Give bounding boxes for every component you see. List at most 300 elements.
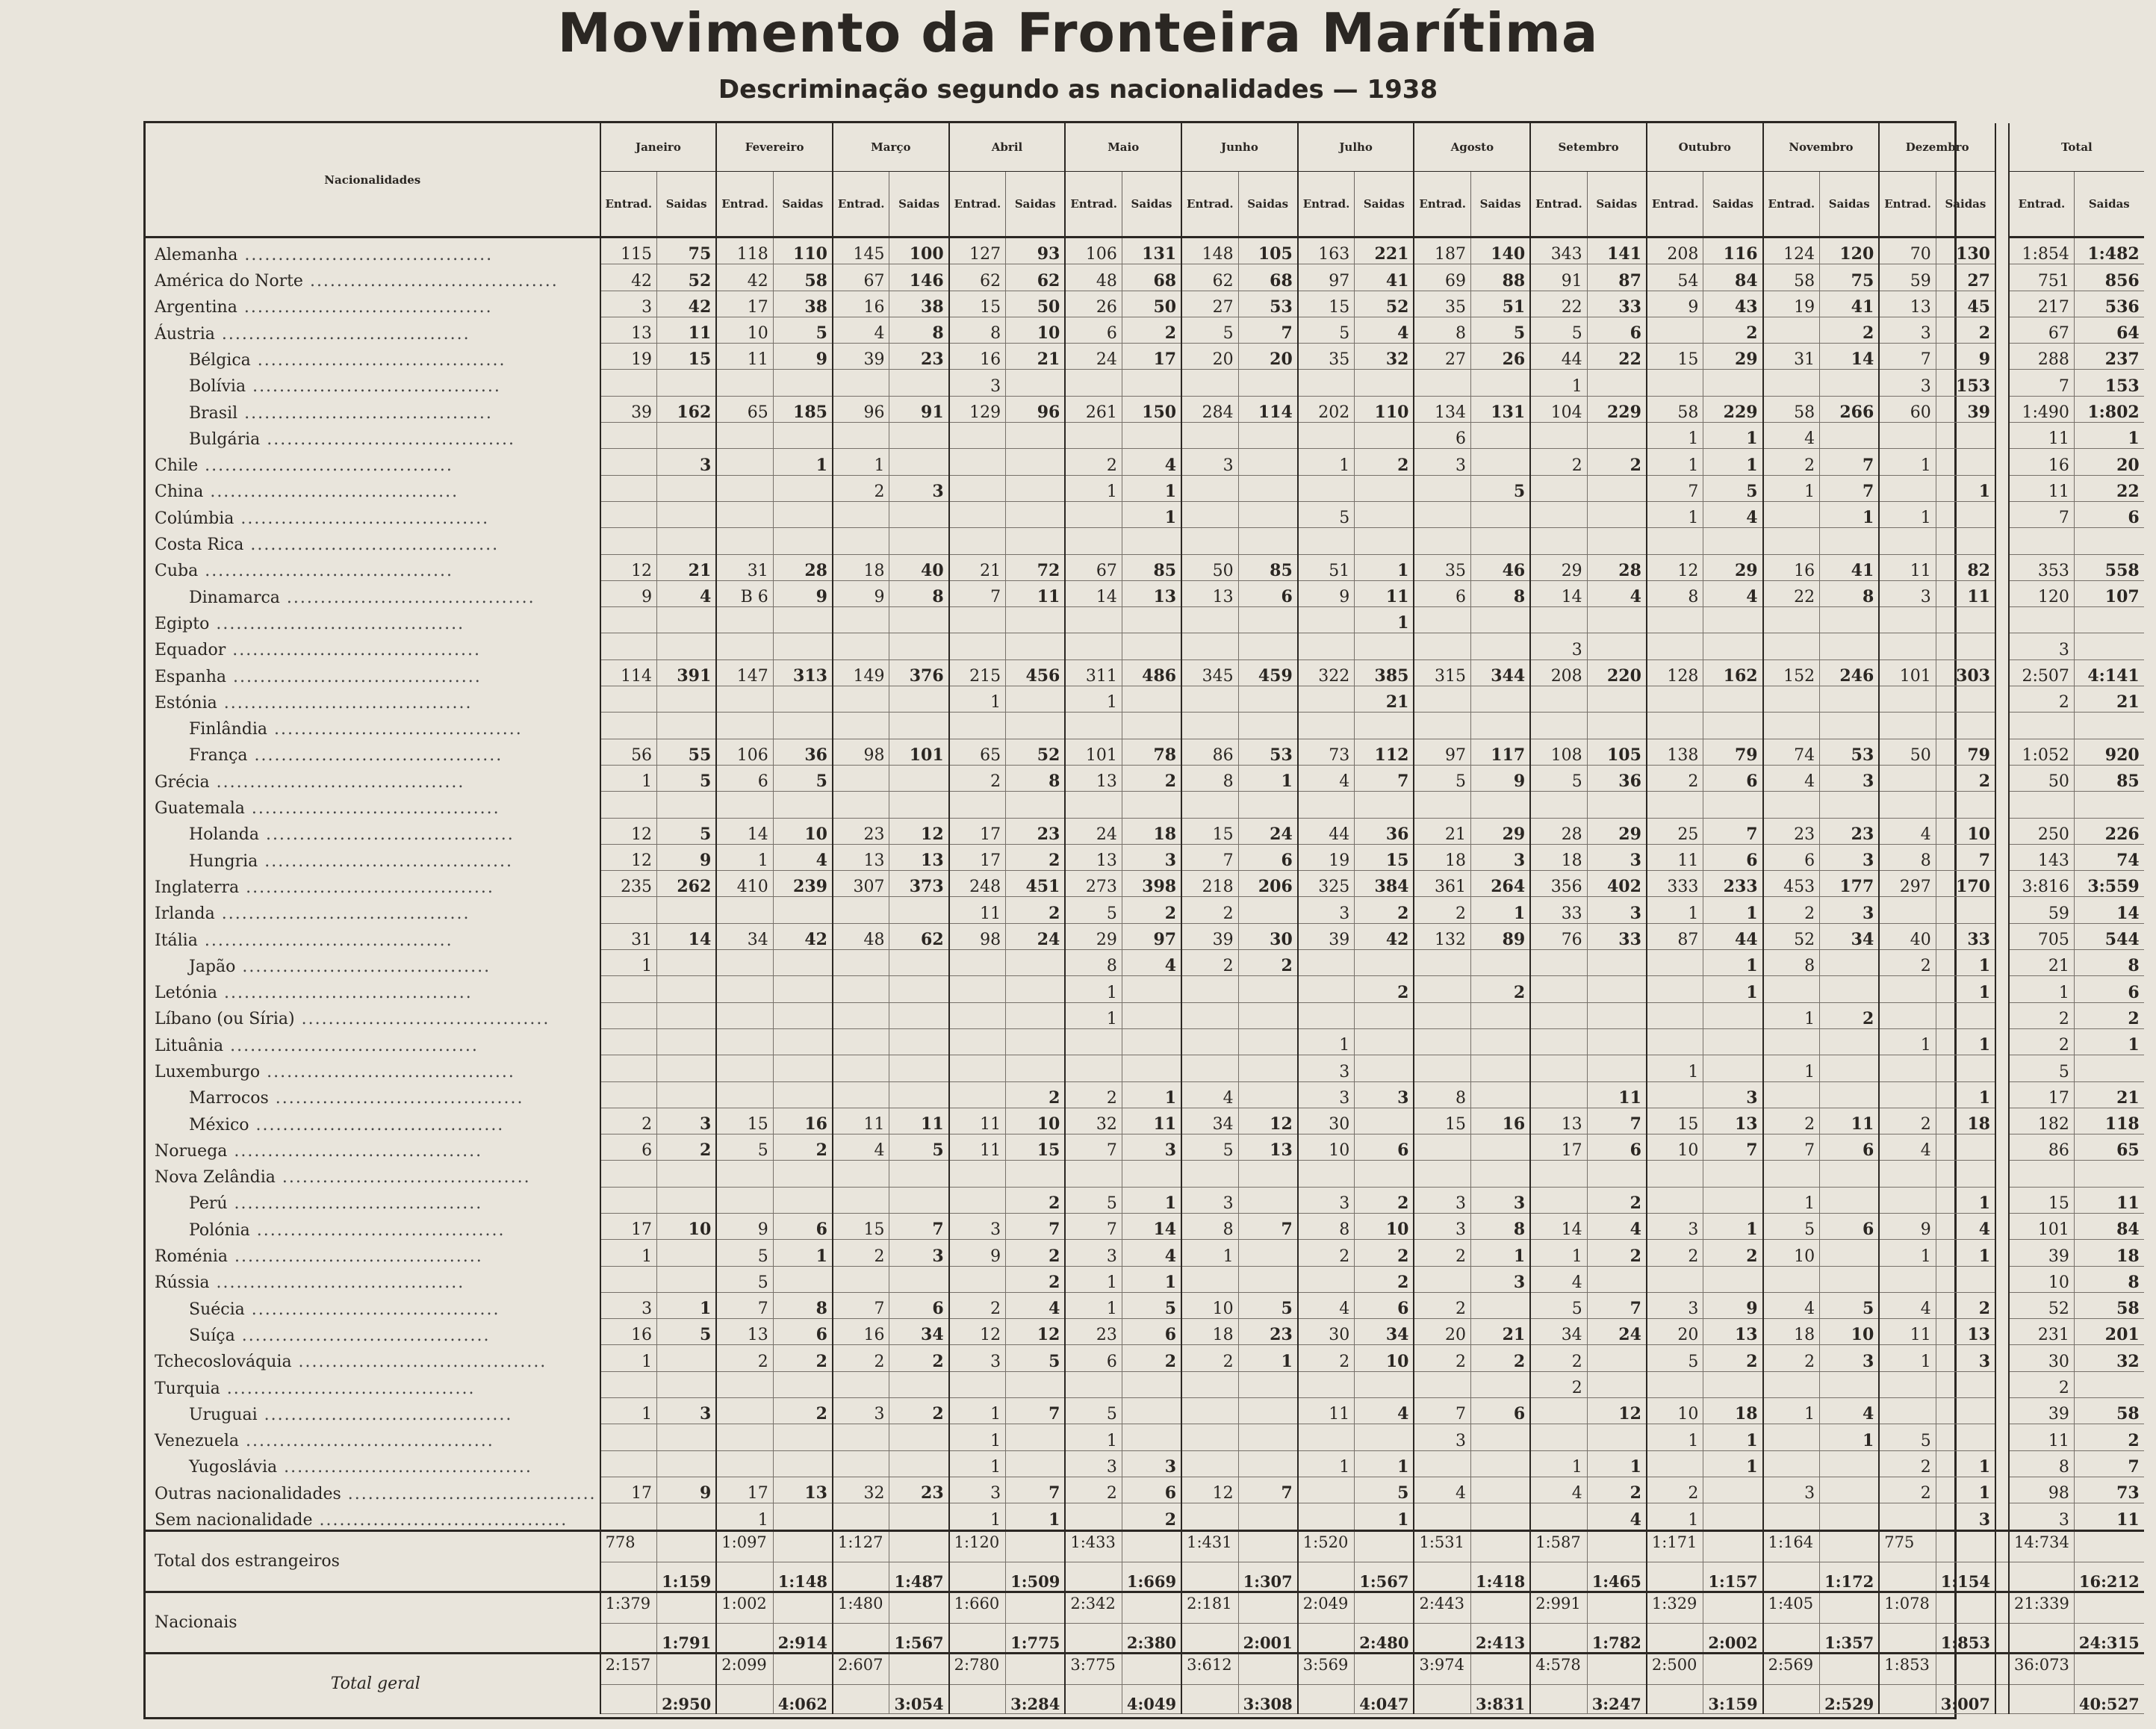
entries-cell: 25	[1647, 818, 1703, 844]
entries-cell	[1647, 528, 1703, 554]
entries-cell: 5	[1298, 317, 1355, 343]
entries-cell	[949, 1028, 1006, 1055]
exits-cell	[1355, 1028, 1414, 1055]
exits-cell	[1470, 370, 1530, 396]
entries-cell	[1763, 607, 1820, 633]
nationality-label: Yugoslávia	[189, 1458, 278, 1477]
gap-cell	[1995, 1108, 2009, 1134]
exits-cell: 3	[1122, 1134, 1181, 1161]
gap-cell	[1995, 1161, 2009, 1187]
gap-cell	[1995, 923, 2009, 949]
exits-cell: 27	[1936, 264, 1995, 291]
entries-cell: 128	[1647, 659, 1703, 686]
entries-cell	[1530, 1424, 1587, 1450]
exits-cell: 1	[773, 1240, 833, 1266]
nationality-name	[146, 1319, 600, 1345]
exits-cell	[1703, 1503, 1763, 1530]
exits-cell	[1355, 1055, 1414, 1081]
entries-cell: 106	[716, 739, 773, 765]
leader-dots: .....................................	[214, 324, 470, 344]
nationality-name	[146, 976, 600, 1002]
entries-cell: 3	[1181, 1187, 1238, 1213]
nationality-label: Outras nacionalidades	[155, 1484, 341, 1503]
exits-cell	[1355, 370, 1414, 396]
summary-exits-cell: 4:049	[1122, 1684, 1181, 1713]
exits-cell	[1820, 370, 1880, 396]
entries-cell: 11	[949, 1134, 1006, 1161]
entries-cell: 7	[1763, 1134, 1820, 1161]
exits-cell	[1122, 976, 1181, 1002]
exits-cell	[1006, 501, 1066, 527]
entries-cell	[1763, 1503, 1820, 1530]
entries-cell: 6	[1414, 423, 1470, 449]
entries-cell: 3	[1298, 1187, 1355, 1213]
summary-empty-cell	[1936, 1592, 1995, 1623]
exits-cell: 85	[1122, 554, 1181, 580]
entries-cell: 2	[1065, 1477, 1122, 1503]
total-entries-cell: 2	[2009, 1002, 2074, 1028]
summary-exits-cell: 2:529	[1820, 1684, 1880, 1713]
exits-cell: 43	[1703, 291, 1763, 317]
entries-cell	[1879, 1081, 1936, 1108]
nationality-name	[146, 449, 600, 475]
exits-cell: 10	[1006, 317, 1066, 343]
summary-empty-cell	[1238, 1592, 1298, 1623]
total-exits-cell: 1	[2074, 423, 2143, 449]
exits-cell	[1470, 713, 1530, 739]
exits-cell: 1	[1703, 897, 1763, 923]
entries-cell	[600, 792, 657, 818]
nationality-name	[146, 528, 600, 554]
exits-cell: 6	[1122, 1319, 1181, 1345]
entries-cell: 2	[1879, 950, 1936, 976]
entries-cell: 13	[1879, 291, 1936, 317]
exits-cell: 1	[1703, 1450, 1763, 1477]
exits-cell: 9	[657, 1477, 717, 1503]
exits-cell: 1	[1122, 1187, 1181, 1213]
exits-cell: 1	[1936, 1477, 1995, 1503]
entries-cell	[1298, 633, 1355, 659]
summary-entries-cell: 1:660	[949, 1592, 1006, 1623]
exits-cell	[657, 1450, 717, 1477]
exits-cell: 34	[1355, 1319, 1414, 1345]
entries-cell: 5	[1065, 897, 1122, 923]
entries-cell: 315	[1414, 659, 1470, 686]
exits-cell	[1587, 528, 1647, 554]
exits-cell: 13	[1122, 580, 1181, 606]
summary-exits-cell: 4:062	[773, 1684, 833, 1713]
entries-cell: 3	[600, 1292, 657, 1318]
total-exits-cell: 856	[2074, 264, 2143, 291]
entries-cell	[1647, 1450, 1703, 1477]
entries-cell	[1181, 370, 1238, 396]
leader-dots: .....................................	[246, 377, 501, 397]
entries-cell: 32	[1065, 1108, 1122, 1134]
nationality-label: China	[155, 482, 204, 502]
total-exits-cell: 21	[2074, 1081, 2143, 1108]
exits-cell	[1587, 1161, 1647, 1187]
gap-cell	[1995, 317, 2009, 343]
entries-cell	[1879, 528, 1936, 554]
exits-cell: 16	[773, 1108, 833, 1134]
summary-exits-cell: 1:357	[1820, 1623, 1880, 1653]
gap-cell	[1995, 528, 2009, 554]
exits-cell: 89	[1470, 923, 1530, 949]
nationality-label: Chile	[155, 456, 199, 476]
entries-cell	[1181, 792, 1238, 818]
summary-empty-cell	[773, 1530, 833, 1562]
entries-cell	[1298, 976, 1355, 1002]
entries-cell: 2	[1181, 950, 1238, 976]
entries-cell	[1647, 1081, 1703, 1108]
exits-cell	[657, 1345, 717, 1371]
entries-cell: 23	[833, 818, 889, 844]
exits-cell: 7	[1238, 1213, 1298, 1239]
entries-cell: 2	[1763, 1345, 1820, 1371]
table-row	[146, 1240, 2144, 1266]
entries-cell: 2	[1414, 1292, 1470, 1318]
exits-cell	[1936, 1398, 1995, 1424]
exits-cell	[1587, 950, 1647, 976]
nationality-name	[146, 1371, 600, 1397]
exits-cell: 2	[1703, 1345, 1763, 1371]
entries-cell: 5	[1298, 501, 1355, 527]
exits-cell	[889, 1187, 949, 1213]
leader-dots: .....................................	[228, 1247, 483, 1267]
entries-cell	[949, 423, 1006, 449]
leader-dots: .....................................	[234, 509, 490, 528]
entries-cell: 3	[949, 1213, 1006, 1239]
exits-cell	[889, 1161, 949, 1187]
total-entries-cell: 1	[2009, 976, 2074, 1002]
exits-cell: 82	[1936, 554, 1995, 580]
nationality-name	[146, 818, 600, 844]
total-exits-cell: 20	[2074, 449, 2143, 475]
nationality-label: Holanda	[189, 825, 259, 845]
entries-cell: 2	[1647, 1477, 1703, 1503]
exits-cell	[1470, 1450, 1530, 1477]
exits-cell	[1238, 475, 1298, 501]
entries-cell: 4	[833, 1134, 889, 1161]
exits-header: Saidas	[1587, 172, 1647, 238]
leader-dots: .....................................	[217, 693, 473, 713]
entries-cell: 11	[1298, 1398, 1355, 1424]
exits-cell: 114	[1238, 396, 1298, 422]
gap-cell	[1995, 792, 2009, 818]
exits-cell: 14	[657, 923, 717, 949]
entries-header: Entrad.	[600, 172, 657, 238]
gap-cell	[1995, 1477, 2009, 1503]
exits-cell	[1820, 1161, 1880, 1187]
entries-cell	[716, 528, 773, 554]
exits-cell: 1	[1238, 1345, 1298, 1371]
entries-cell: 1	[1647, 1503, 1703, 1530]
summary-exits-cell: 1:159	[657, 1562, 717, 1592]
entries-cell	[833, 792, 889, 818]
exits-cell: 116	[1703, 238, 1763, 264]
exits-cell	[773, 897, 833, 923]
summary-empty-cell	[716, 1623, 773, 1653]
entries-cell: 1	[1647, 1424, 1703, 1450]
exits-cell: 5	[1122, 1292, 1181, 1318]
entries-cell: 10	[1763, 1240, 1820, 1266]
summary-empty-cell	[833, 1623, 889, 1653]
entries-cell	[949, 1371, 1006, 1397]
entries-cell	[949, 475, 1006, 501]
exits-cell: 1	[1936, 976, 1995, 1002]
nationality-name	[146, 344, 600, 370]
gap-cell	[1995, 607, 2009, 633]
entries-cell	[949, 1187, 1006, 1213]
total-entries-cell: 10	[2009, 1266, 2074, 1292]
entries-cell: 3	[1879, 317, 1936, 343]
leader-dots: .....................................	[244, 799, 500, 819]
entries-cell: 127	[949, 238, 1006, 264]
entries-cell: 1	[600, 950, 657, 976]
exits-cell: 2	[889, 1398, 949, 1424]
entries-cell: 11	[1879, 554, 1936, 580]
entries-header: Entrad.	[1298, 172, 1355, 238]
exits-cell: 398	[1122, 871, 1181, 897]
summary-entries-cell: 3:974	[1414, 1653, 1470, 1684]
exits-cell	[1355, 1161, 1414, 1187]
entries-cell	[1879, 1161, 1936, 1187]
exits-cell: 39	[1936, 396, 1995, 422]
table-row	[146, 976, 2144, 1002]
summary-exits-cell: 3:159	[1703, 1684, 1763, 1713]
entries-cell	[1647, 792, 1703, 818]
exits-cell: 2	[657, 1134, 717, 1161]
nationality-name	[146, 792, 600, 818]
entries-cell: 284	[1181, 396, 1238, 422]
entries-cell	[1530, 686, 1587, 713]
summary-empty-cell	[833, 1562, 889, 1592]
entries-cell	[1298, 370, 1355, 396]
summary-empty-cell	[1238, 1653, 1298, 1684]
nationality-label: Estónia	[155, 693, 217, 713]
entries-cell: 12	[600, 844, 657, 870]
exits-cell: 140	[1470, 238, 1530, 264]
entries-cell: 10	[1647, 1398, 1703, 1424]
summary-label: Total geral	[146, 1653, 600, 1713]
entries-cell: 1	[1181, 1240, 1238, 1266]
exits-cell: 6	[773, 1213, 833, 1239]
entries-cell: 17	[600, 1477, 657, 1503]
exits-cell: 44	[1703, 923, 1763, 949]
exits-cell: 2	[1355, 449, 1414, 475]
exits-cell	[773, 370, 833, 396]
header-row-months	[146, 123, 2144, 172]
total-exits-cell: 201	[2074, 1319, 2143, 1345]
entries-cell: 1	[600, 1345, 657, 1371]
gap-cell	[1995, 1345, 2009, 1371]
summary-entries-cell: 1:431	[1181, 1530, 1238, 1562]
exits-cell	[657, 423, 717, 449]
summary-empty-cell	[833, 1684, 889, 1713]
summary-empty-cell	[1414, 1684, 1470, 1713]
entries-cell: 5	[1647, 1345, 1703, 1371]
exits-cell	[1122, 1161, 1181, 1187]
exits-cell: 20	[1238, 344, 1298, 370]
exits-cell	[1936, 1161, 1995, 1187]
exits-cell: 384	[1355, 871, 1414, 897]
total-exits-cell: 1:482	[2074, 238, 2143, 264]
entries-cell	[833, 1503, 889, 1530]
nationality-name	[146, 1345, 600, 1371]
entries-cell	[1181, 1450, 1238, 1477]
exits-cell: 1	[1936, 950, 1995, 976]
nationality-name	[146, 1450, 600, 1477]
total-exits-cell: 73	[2074, 1477, 2143, 1503]
exits-cell	[889, 792, 949, 818]
total-entries-cell: 11	[2009, 475, 2074, 501]
entries-cell	[1181, 1266, 1238, 1292]
exits-cell: 8	[1006, 765, 1066, 791]
exits-cell	[1703, 370, 1763, 396]
entries-cell: 13	[1065, 765, 1122, 791]
exits-cell: 2	[1587, 1477, 1647, 1503]
gap-cell	[1995, 950, 2009, 976]
exits-header: Saidas	[1936, 172, 1995, 238]
exits-cell	[657, 1503, 717, 1530]
entries-cell: 20	[1647, 1319, 1703, 1345]
entries-cell	[1181, 501, 1238, 527]
entries-cell: 5	[1181, 317, 1238, 343]
entries-header: Entrad.	[1530, 172, 1587, 238]
exits-cell	[1587, 1266, 1647, 1292]
nationality-name	[146, 238, 600, 264]
entries-cell	[1181, 607, 1238, 633]
gap-cell	[1995, 580, 2009, 606]
total-exits-cell: 11	[2074, 1187, 2143, 1213]
gap-cell	[1995, 1424, 2009, 1450]
nationality-name	[146, 370, 600, 396]
exits-cell	[1122, 633, 1181, 659]
table-row	[146, 264, 2144, 291]
entries-cell: 1	[600, 765, 657, 791]
entries-cell	[600, 423, 657, 449]
summary-exits-cell: 2:001	[1238, 1623, 1298, 1653]
exits-cell: 6	[1587, 1134, 1647, 1161]
exits-cell	[1470, 1503, 1530, 1530]
exits-cell	[1936, 423, 1995, 449]
table-row	[146, 554, 2144, 580]
exits-cell	[1820, 1187, 1880, 1213]
entries-cell: 4	[1879, 1134, 1936, 1161]
total-exits-cell: 1:802	[2074, 396, 2143, 422]
table-row	[146, 1292, 2144, 1318]
exits-cell: 14	[1122, 1213, 1181, 1239]
entries-cell: 60	[1879, 396, 1936, 422]
exits-cell: 7	[1820, 449, 1880, 475]
entries-cell	[949, 950, 1006, 976]
exits-cell: 36	[773, 739, 833, 765]
exits-cell: 344	[1470, 659, 1530, 686]
entries-cell	[1530, 1503, 1587, 1530]
entries-cell	[833, 607, 889, 633]
total-exits-cell	[2074, 713, 2143, 739]
total-entries-cell: 30	[2009, 1345, 2074, 1371]
summary-empty-cell	[1587, 1592, 1647, 1623]
entries-cell: 35	[1414, 554, 1470, 580]
summary-entries-cell: 1:078	[1879, 1592, 1936, 1623]
entries-header: Entrad.	[716, 172, 773, 238]
entries-cell: 1	[1065, 1424, 1122, 1450]
exits-cell: 13	[889, 844, 949, 870]
summary-empty-cell	[716, 1684, 773, 1713]
entries-cell: 1	[1298, 1450, 1355, 1477]
entries-cell	[1530, 976, 1587, 1002]
exits-cell: 15	[657, 344, 717, 370]
exits-cell	[1936, 1134, 1995, 1161]
entries-cell	[600, 1187, 657, 1213]
exits-cell	[1587, 1371, 1647, 1397]
leader-dots: .....................................	[214, 904, 470, 924]
entries-cell	[1763, 792, 1820, 818]
nationality-label: Suíça	[189, 1326, 235, 1345]
entries-cell: 108	[1530, 739, 1587, 765]
month-header: Maio	[1065, 123, 1181, 172]
entries-cell: 3	[1763, 1477, 1820, 1503]
entries-cell: 13	[1181, 580, 1238, 606]
entries-cell: 124	[1763, 238, 1820, 264]
entries-cell: 356	[1530, 871, 1587, 897]
exits-cell: 2	[1122, 897, 1181, 923]
exits-cell	[889, 713, 949, 739]
entries-cell: 20	[1181, 344, 1238, 370]
entries-cell	[1065, 713, 1122, 739]
nationality-name	[146, 1108, 600, 1134]
entries-cell	[833, 765, 889, 791]
entries-cell	[1414, 1503, 1470, 1530]
entries-cell	[1414, 1371, 1470, 1397]
entries-cell	[1530, 501, 1587, 527]
summary-entries-cell: 3:775	[1065, 1653, 1122, 1684]
exits-cell: 58	[773, 264, 833, 291]
entries-cell	[1298, 713, 1355, 739]
table-row	[146, 897, 2144, 923]
exits-cell: 29	[1703, 344, 1763, 370]
total-exits-cell: 6	[2074, 501, 2143, 527]
entries-cell: 48	[1065, 264, 1122, 291]
entries-cell: 7	[833, 1292, 889, 1318]
entries-cell: 50	[1181, 554, 1238, 580]
entries-cell: 343	[1530, 238, 1587, 264]
exits-cell: 38	[889, 291, 949, 317]
entries-cell: 19	[1763, 291, 1820, 317]
exits-cell	[1703, 1371, 1763, 1397]
exits-cell: 6	[1238, 844, 1298, 870]
exits-cell: 5	[657, 818, 717, 844]
total-exits-cell: 153	[2074, 370, 2143, 396]
entries-cell: 62	[1181, 264, 1238, 291]
gap-cell	[1995, 1371, 2009, 1397]
total-header: Total	[2009, 123, 2144, 172]
summary-empty-cell	[1647, 1684, 1703, 1713]
exits-cell	[1470, 1134, 1530, 1161]
entries-cell	[833, 1028, 889, 1055]
entries-cell	[833, 1266, 889, 1292]
summary-empty-cell	[1820, 1592, 1880, 1623]
entries-cell: 34	[716, 923, 773, 949]
entries-cell	[1298, 475, 1355, 501]
nationality-label: Perú	[189, 1194, 228, 1214]
exits-cell	[1587, 1002, 1647, 1028]
entries-cell: 17	[716, 291, 773, 317]
total-entries-cell: 705	[2009, 923, 2074, 949]
entries-cell	[1647, 976, 1703, 1002]
exits-cell	[1703, 1028, 1763, 1055]
